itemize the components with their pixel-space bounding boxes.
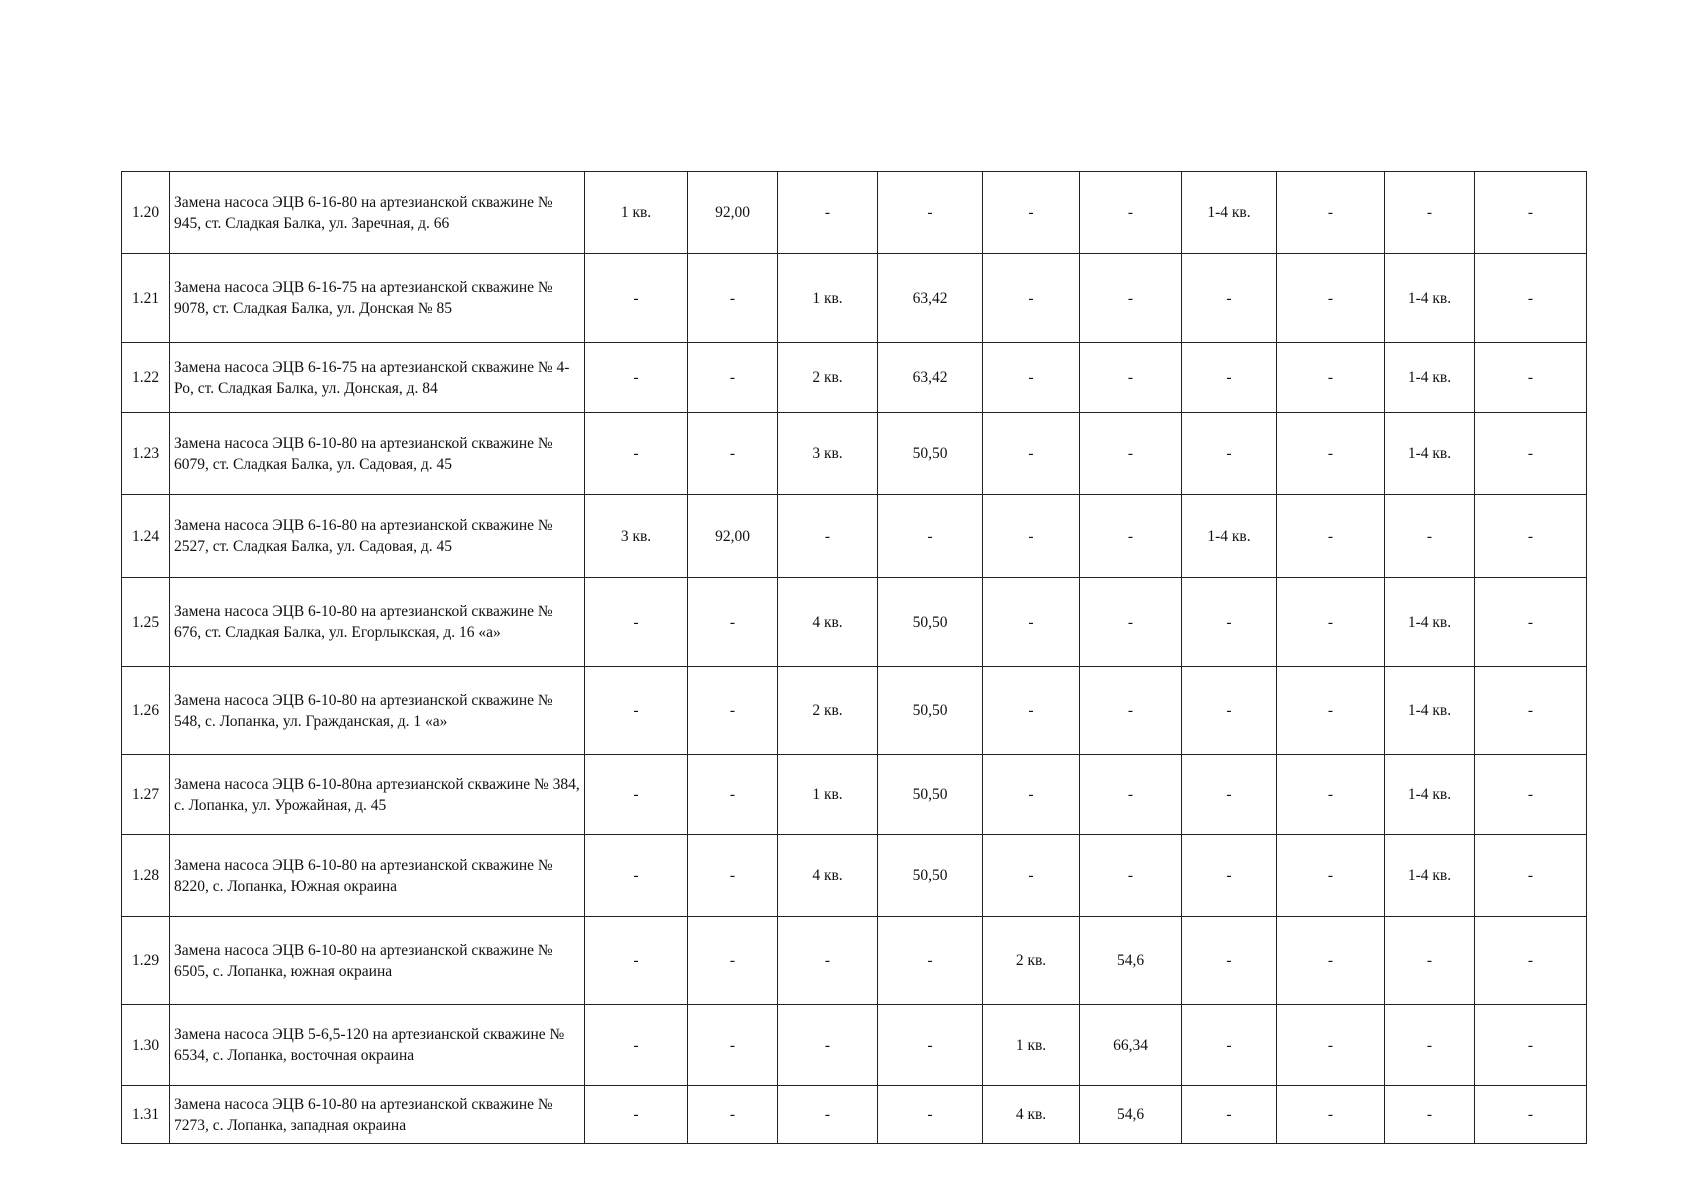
col-8-cell: - — [1080, 343, 1182, 413]
col-7-cell: - — [983, 835, 1080, 917]
col-11-cell: 1-4 кв. — [1385, 343, 1475, 413]
table-row — [122, 755, 1587, 835]
col-10-cell: - — [1277, 755, 1385, 835]
col-9-cell: - — [1182, 755, 1277, 835]
row-number-cell: 1.25 — [122, 578, 170, 667]
work-description-cell: Замена насоса ЭЦВ 6-16-75 на артезианской скважине № 4-Ро, ст. Сладкая Балка, ул. Донская, д. 84 — [170, 343, 585, 413]
row-number-cell: 1.28 — [122, 835, 170, 917]
col-8-cell: 66,34 — [1080, 1005, 1182, 1086]
row-number-cell: 1.29 — [122, 917, 170, 1005]
col-3-cell: - — [585, 1005, 688, 1086]
col-3-cell: - — [585, 343, 688, 413]
col-5-cell: - — [778, 917, 878, 1005]
col-6-cell: 50,50 — [878, 835, 983, 917]
col-10-cell: - — [1277, 835, 1385, 917]
col-8-cell: - — [1080, 755, 1182, 835]
col-9-cell: - — [1182, 1086, 1277, 1144]
table-row — [122, 667, 1587, 755]
row-number-cell: 1.30 — [122, 1005, 170, 1086]
col-7-cell: - — [983, 755, 1080, 835]
col-3-cell: 1 кв. — [585, 172, 688, 254]
col-12-cell: - — [1475, 413, 1587, 495]
col-7-cell: - — [983, 578, 1080, 667]
col-7-cell: - — [983, 172, 1080, 254]
col-11-cell: - — [1385, 495, 1475, 578]
col-9-cell: - — [1182, 1005, 1277, 1086]
work-description-cell: Замена насоса ЭЦВ 6-10-80 на артезианской скважине № 8220, с. Лопанка, Южная окраина — [170, 835, 585, 917]
col-8-cell: 54,6 — [1080, 1086, 1182, 1144]
col-11-cell: 1-4 кв. — [1385, 835, 1475, 917]
col-12-cell: - — [1475, 495, 1587, 578]
col-5-cell: 2 кв. — [778, 667, 878, 755]
col-12-cell: - — [1475, 667, 1587, 755]
col-10-cell: - — [1277, 917, 1385, 1005]
col-11-cell: 1-4 кв. — [1385, 413, 1475, 495]
work-description-cell: Замена насоса ЭЦВ 6-10-80на артезианской скважине № 384, с. Лопанка, ул. Урожайная, д. 45 — [170, 755, 585, 835]
col-12-cell: - — [1475, 1005, 1587, 1086]
col-9-cell: - — [1182, 835, 1277, 917]
col-6-cell: 50,50 — [878, 413, 983, 495]
works-table — [121, 171, 1587, 1144]
col-4-cell: - — [688, 578, 778, 667]
table-body — [122, 172, 1587, 1144]
col-9-cell: - — [1182, 413, 1277, 495]
col-8-cell: - — [1080, 172, 1182, 254]
col-12-cell: - — [1475, 254, 1587, 343]
row-number-cell: 1.22 — [122, 343, 170, 413]
col-12-cell: - — [1475, 343, 1587, 413]
col-7-cell: 2 кв. — [983, 917, 1080, 1005]
col-4-cell: 92,00 — [688, 172, 778, 254]
table-row — [122, 1005, 1587, 1086]
col-10-cell: - — [1277, 172, 1385, 254]
col-7-cell: 4 кв. — [983, 1086, 1080, 1144]
col-11-cell: - — [1385, 1086, 1475, 1144]
col-4-cell: - — [688, 343, 778, 413]
row-number-cell: 1.26 — [122, 667, 170, 755]
col-10-cell: - — [1277, 254, 1385, 343]
row-number-cell: 1.20 — [122, 172, 170, 254]
col-10-cell: - — [1277, 413, 1385, 495]
row-number-cell: 1.23 — [122, 413, 170, 495]
col-3-cell: - — [585, 413, 688, 495]
col-9-cell: 1-4 кв. — [1182, 172, 1277, 254]
col-10-cell: - — [1277, 667, 1385, 755]
col-6-cell: - — [878, 1005, 983, 1086]
row-number-cell: 1.24 — [122, 495, 170, 578]
col-5-cell: 2 кв. — [778, 343, 878, 413]
col-9-cell: - — [1182, 578, 1277, 667]
col-3-cell: - — [585, 835, 688, 917]
work-description-cell: Замена насоса ЭЦВ 5-6,5-120 на артезианской скважине № 6534, с. Лопанка, восточная окраина — [170, 1005, 585, 1086]
table-row — [122, 835, 1587, 917]
table-row — [122, 917, 1587, 1005]
work-description-cell: Замена насоса ЭЦВ 6-10-80 на артезианской скважине № 7273, с. Лопанка, западная окраина — [170, 1086, 585, 1144]
col-5-cell: 1 кв. — [778, 755, 878, 835]
col-6-cell: - — [878, 172, 983, 254]
col-4-cell: - — [688, 755, 778, 835]
col-6-cell: 63,42 — [878, 343, 983, 413]
col-5-cell: 4 кв. — [778, 835, 878, 917]
col-5-cell: - — [778, 1005, 878, 1086]
col-5-cell: 4 кв. — [778, 578, 878, 667]
row-number-cell: 1.31 — [122, 1086, 170, 1144]
work-description-cell: Замена насоса ЭЦВ 6-16-80 на артезианской скважине № 945, ст. Сладкая Балка, ул. Заречная, д. 66 — [170, 172, 585, 254]
col-12-cell: - — [1475, 578, 1587, 667]
col-11-cell: - — [1385, 172, 1475, 254]
col-9-cell: - — [1182, 343, 1277, 413]
col-9-cell: - — [1182, 254, 1277, 343]
col-11-cell: - — [1385, 917, 1475, 1005]
col-9-cell: - — [1182, 667, 1277, 755]
col-12-cell: - — [1475, 835, 1587, 917]
table-row — [122, 254, 1587, 343]
col-12-cell: - — [1475, 172, 1587, 254]
work-description-cell: Замена насоса ЭЦВ 6-16-80 на артезианской скважине № 2527, ст. Сладкая Балка, ул. Садовая, д. 45 — [170, 495, 585, 578]
col-6-cell: - — [878, 495, 983, 578]
col-12-cell: - — [1475, 1086, 1587, 1144]
col-4-cell: - — [688, 917, 778, 1005]
col-8-cell: - — [1080, 413, 1182, 495]
col-4-cell: - — [688, 254, 778, 343]
col-12-cell: - — [1475, 755, 1587, 835]
col-8-cell: 54,6 — [1080, 917, 1182, 1005]
table-row — [122, 413, 1587, 495]
col-10-cell: - — [1277, 578, 1385, 667]
col-6-cell: - — [878, 917, 983, 1005]
col-10-cell: - — [1277, 1086, 1385, 1144]
col-5-cell: - — [778, 1086, 878, 1144]
col-3-cell: - — [585, 917, 688, 1005]
col-5-cell: 1 кв. — [778, 254, 878, 343]
work-description-cell: Замена насоса ЭЦВ 6-10-80 на артезианской скважине № 548, с. Лопанка, ул. Гражданская, д. 1 «а» — [170, 667, 585, 755]
work-description-cell: Замена насоса ЭЦВ 6-10-80 на артезианской скважине № 6079, ст. Сладкая Балка, ул. Садовая, д. 45 — [170, 413, 585, 495]
col-12-cell: - — [1475, 917, 1587, 1005]
col-6-cell: 63,42 — [878, 254, 983, 343]
col-3-cell: - — [585, 667, 688, 755]
col-9-cell: 1-4 кв. — [1182, 495, 1277, 578]
col-4-cell: - — [688, 413, 778, 495]
table-row — [122, 172, 1587, 254]
col-4-cell: - — [688, 1086, 778, 1144]
col-11-cell: 1-4 кв. — [1385, 755, 1475, 835]
work-description-cell: Замена насоса ЭЦВ 6-10-80 на артезианской скважине № 6505, с. Лопанка, южная окраина — [170, 917, 585, 1005]
col-10-cell: - — [1277, 495, 1385, 578]
col-7-cell: - — [983, 413, 1080, 495]
col-7-cell: - — [983, 254, 1080, 343]
col-10-cell: - — [1277, 1005, 1385, 1086]
col-11-cell: 1-4 кв. — [1385, 254, 1475, 343]
row-number-cell: 1.21 — [122, 254, 170, 343]
col-5-cell: - — [778, 495, 878, 578]
col-11-cell: 1-4 кв. — [1385, 667, 1475, 755]
col-11-cell: - — [1385, 1005, 1475, 1086]
table-row — [122, 495, 1587, 578]
col-5-cell: - — [778, 172, 878, 254]
col-6-cell: 50,50 — [878, 578, 983, 667]
work-description-cell: Замена насоса ЭЦВ 6-16-75 на артезианской скважине № 9078, ст. Сладкая Балка, ул. Донская № 85 — [170, 254, 585, 343]
col-3-cell: - — [585, 578, 688, 667]
col-3-cell: 3 кв. — [585, 495, 688, 578]
col-4-cell: - — [688, 1005, 778, 1086]
col-8-cell: - — [1080, 667, 1182, 755]
col-5-cell: 3 кв. — [778, 413, 878, 495]
col-3-cell: - — [585, 755, 688, 835]
col-4-cell: - — [688, 667, 778, 755]
col-11-cell: 1-4 кв. — [1385, 578, 1475, 667]
col-6-cell: 50,50 — [878, 667, 983, 755]
col-8-cell: - — [1080, 254, 1182, 343]
col-4-cell: 92,00 — [688, 495, 778, 578]
col-7-cell: - — [983, 667, 1080, 755]
table-row — [122, 343, 1587, 413]
col-9-cell: - — [1182, 917, 1277, 1005]
col-8-cell: - — [1080, 495, 1182, 578]
col-7-cell: - — [983, 495, 1080, 578]
col-8-cell: - — [1080, 835, 1182, 917]
col-6-cell: 50,50 — [878, 755, 983, 835]
col-3-cell: - — [585, 254, 688, 343]
row-number-cell: 1.27 — [122, 755, 170, 835]
col-7-cell: - — [983, 343, 1080, 413]
col-7-cell: 1 кв. — [983, 1005, 1080, 1086]
col-8-cell: - — [1080, 578, 1182, 667]
col-4-cell: - — [688, 835, 778, 917]
work-description-cell: Замена насоса ЭЦВ 6-10-80 на артезианской скважине № 676, ст. Сладкая Балка, ул. Егорлыкская, д. 16 «а» — [170, 578, 585, 667]
col-10-cell: - — [1277, 343, 1385, 413]
table-row — [122, 1086, 1587, 1144]
col-3-cell: - — [585, 1086, 688, 1144]
col-6-cell: - — [878, 1086, 983, 1144]
table-row — [122, 578, 1587, 667]
